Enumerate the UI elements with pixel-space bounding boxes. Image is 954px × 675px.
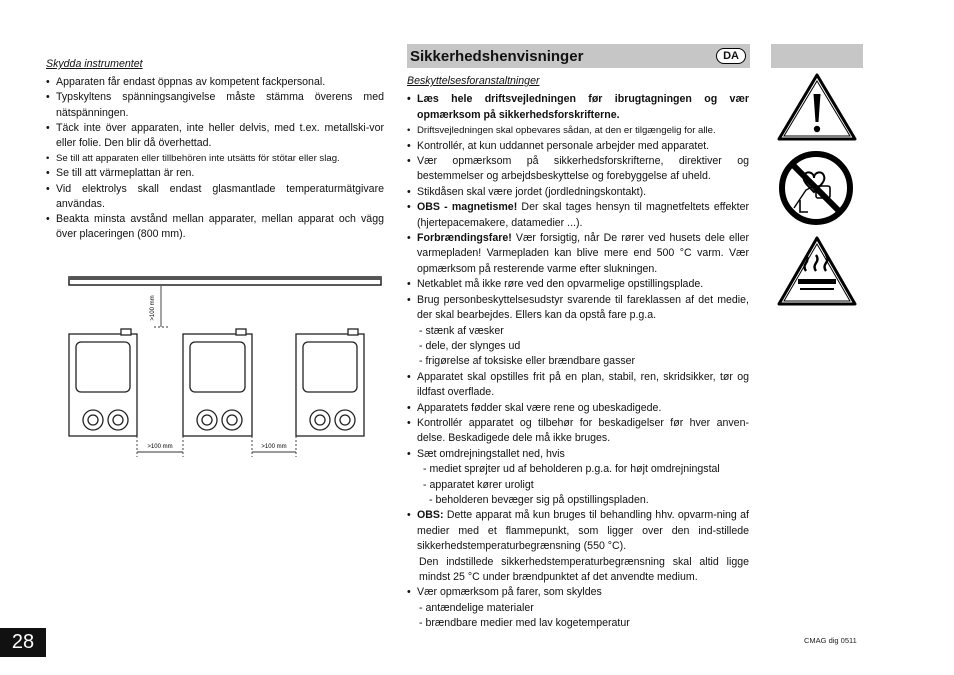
sub-item: - frigørelse af toksiske eller brændbare gasser bbox=[419, 355, 636, 368]
no-pacemaker-icon bbox=[778, 150, 854, 226]
list-item: • Se till att värmeplattan är ren. bbox=[46, 167, 195, 180]
language-badge: DA bbox=[716, 48, 746, 64]
device-right bbox=[296, 329, 364, 436]
list-item: • Netkablet må ikke røre ved den opvarmelige opstillingsplade. bbox=[407, 278, 704, 291]
list-item: • Apparatets fødder skal være rene og ubeskadigede. bbox=[407, 401, 662, 414]
warning-triangle-icon bbox=[776, 72, 858, 142]
middle-column bbox=[407, 74, 749, 632]
list-item: • Læs hele driftsvejledningen før ibrugtagningen og vær opmærksom på sikkerhedsforskrifterne. bbox=[407, 93, 749, 121]
document-code: CMAG dig 0511 bbox=[804, 636, 857, 645]
sub-item: - beholderen bevæger sig på opstillingspladen. bbox=[429, 493, 649, 506]
mid-subheading: Beskyttelsesforanstaltninger bbox=[407, 75, 540, 87]
list-item: • Apparaten får endast öppnas av kompetent fackpersonal. bbox=[46, 76, 326, 89]
list-item: • OBS: Dette apparat må kun bruges til behandling hhv. opvarm-ning af medier med et flammepunkt, som ligger over den ind-stillede sikkerhedstemperaturbegrænsning (550 °C). bbox=[407, 509, 749, 553]
list-item: • Vid elektrolys skall endast glasmantlade temperaturmätgivare användas. bbox=[46, 182, 384, 210]
right-header-bar bbox=[771, 44, 863, 68]
list-item: • Se till att apparaten eller tillbehören inte utsätts för stötar eller slag. bbox=[46, 153, 340, 165]
list-item: • Beakta minsta avstånd mellan apparater, mellan apparat och vägg över placeringen (800 mm). bbox=[46, 213, 384, 241]
left-bullet-list bbox=[46, 75, 384, 242]
section-title: Sikkerhedshenvisninger bbox=[410, 47, 584, 65]
device-center bbox=[183, 329, 252, 436]
left-column bbox=[46, 57, 384, 242]
list-item: • Driftsvejledningen skal opbevares sådan, at den er tilgængelig for alle. bbox=[407, 125, 716, 137]
sub-item: - apparatet kører uroligt bbox=[423, 478, 534, 491]
sub-item: - antændelige materialer bbox=[419, 601, 534, 614]
sub-item: - brændbare medier med lav kogetemperatur bbox=[419, 617, 630, 630]
sub-item: - mediet sprøjter ud af beholderen p.g.a. for højt omdrejningstal bbox=[423, 463, 720, 476]
dim-label-top: >100 mm bbox=[150, 295, 156, 321]
page-number: 28 bbox=[0, 628, 46, 657]
sub-item: - dele, der slynges ud bbox=[419, 339, 521, 352]
list-item: • Kontrollér apparatet og tilbehør for beskadigelser før hver anven-delse. Beskadigede dele må ikke bruges. bbox=[407, 416, 749, 445]
section-header bbox=[407, 44, 750, 68]
list-item: • Vær opmærksom på farer, som skyldes bbox=[407, 586, 602, 599]
list-item: • Kontrollér, at kun uddannet personale arbejder med apparatet. bbox=[407, 139, 710, 152]
list-item: • Vær opmærksom på sikkerhedsforskrifterne, direktiver og bestemmelser og arbejdsbeskyttelse og forebyggelse af uheld. bbox=[407, 155, 749, 183]
device-left bbox=[69, 329, 137, 436]
list-item: • Stikdåsen skal være jordet (jordledningskontakt). bbox=[407, 185, 647, 198]
list-item: • Typskyltens spänningsangivelse måste stämma överens med nätspänningen. bbox=[46, 91, 384, 119]
list-item: • Forbrændingsfare! Vær forsigtig, når De rører ved husets dele eller varmepladen! Varmepladen kan blive mere end 500 °C varm. Vær opmærksom på resterende varme efter slukningen. bbox=[407, 232, 749, 275]
paragraph: Den indstillede sikkerhedstemperaturbegrænsning skal altid ligge mindst 25 °C under brændpunktet af det anvendte medium. bbox=[419, 555, 749, 583]
hot-surface-icon bbox=[776, 235, 858, 307]
placement-diagram bbox=[66, 272, 386, 462]
dim-label-right: >100 mm bbox=[261, 444, 287, 450]
list-item: • Sæt omdrejningstallet ned, hvis bbox=[407, 447, 565, 460]
list-item: • Apparatet skal opstilles frit på en plan, stabil, ren, skridsikker, tør og ildfast overflade. bbox=[407, 370, 749, 399]
dim-label-left: >100 mm bbox=[147, 444, 173, 450]
sub-item: - stænk af væsker bbox=[419, 324, 504, 337]
list-item: • Täck inte över apparaten, inte heller delvis, med t.ex. metallski-vor eller folie. Den blir då överhettad. bbox=[46, 121, 384, 150]
left-subheading: Skydda instrumentet bbox=[46, 58, 143, 70]
list-item: • Brug personbeskyttelsesudstyr svarende til fareklassen af det medie, der skal bearbejdes. Ellers kan da opstå fare p.g.a. bbox=[407, 293, 749, 322]
list-item: • OBS - magnetisme! Der skal tages hensyn til magnetfeltets effekter (hjertepacemakere, datamedier ...). bbox=[407, 201, 749, 229]
